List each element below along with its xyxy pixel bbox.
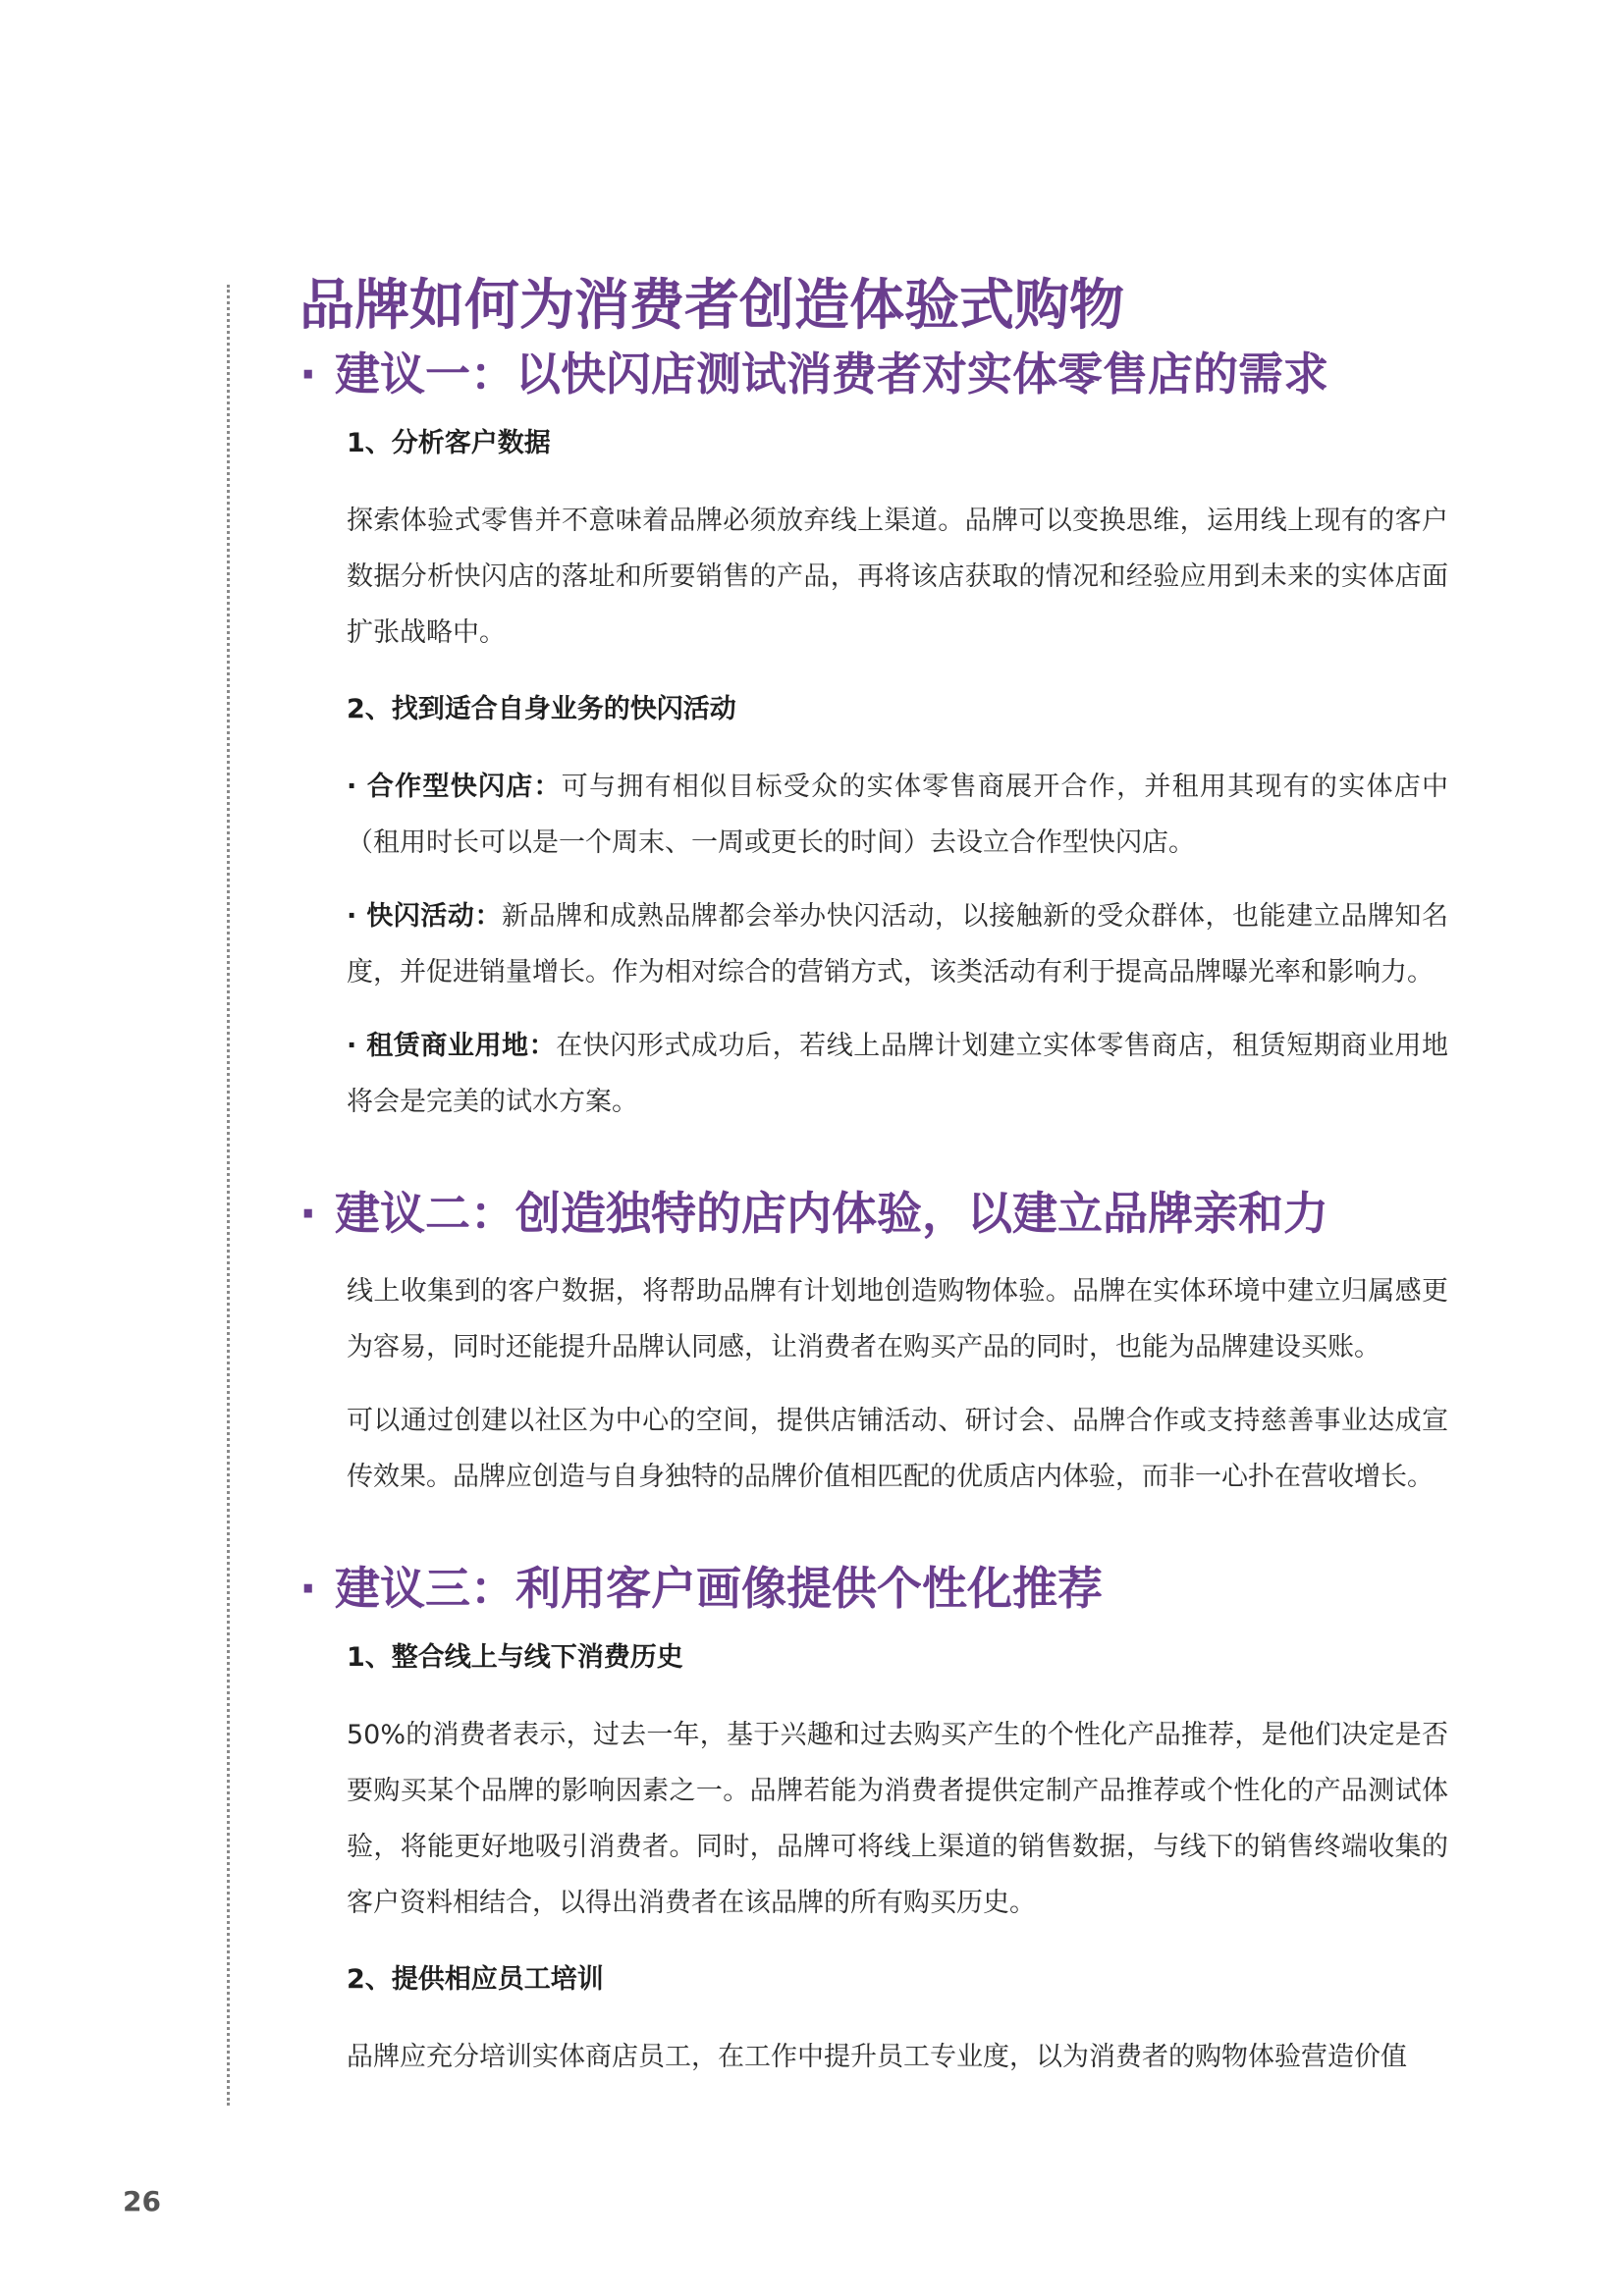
section-bullet: · (299, 1562, 317, 1615)
sub-heading: 1、分析客户数据 (347, 428, 551, 458)
dotted-margin-rule (227, 285, 230, 2106)
list-item-lead: · 合作型快闪店： (347, 772, 562, 802)
paragraph: 线上收集到的客户数据，将帮助品牌有计划地创造购物体验。品牌在实体环境中建立归属感更为容易，同时还能提升品牌认同感，让消费者在购买产品的同时，也能为品牌建设买账。 (347, 1276, 1448, 1362)
list-item-text: 可与拥有相似目标受众的实体零售商展开合作，并租用其现有的实体店中（租用时长可以是一个周末、一周或更长的时间）去设立合作型快闪店。 (347, 772, 1448, 858)
paragraph: 探索体验式零售并不意味着品牌必须放弃线上渠道。品牌可以变换思维，运用线上现有的客户数据分析快闪店的落址和所要销售的产品，再将该店获取的情况和经验应用到未来的实体店面扩张战略中。 (347, 506, 1448, 648)
list-item-text: 在快闪形式成功后，若线上品牌计划建立实体零售商店，租赁短期商业用地将会是完美的试水方案。 (347, 1031, 1448, 1117)
list-item (299, 1018, 1448, 1130)
section-heading-text: 建议二：创造独特的店内体验，以建立品牌亲和力 (335, 1187, 1328, 1240)
sub-heading: 2、找到适合自身业务的快闪活动 (347, 694, 736, 724)
section-heading-1 (299, 342, 1448, 406)
list-item-lead: · 租赁商业用地： (347, 1031, 557, 1061)
paragraph: 可以通过创建以社区为中心的空间，提供店铺活动、研讨会、品牌合作或支持慈善事业达成宣传效果。品牌应创造与自身独特的品牌价值相匹配的优质店内体验，而非一心扑在营收增长。 (347, 1406, 1448, 1492)
list-item (299, 759, 1448, 871)
section-bullet: · (299, 1187, 317, 1240)
list-item-text: 新品牌和成熟品牌都会举办快闪活动，以接触新的受众群体，也能建立品牌知名度，并促进销量增长。作为相对综合的营销方式，该类活动有利于提高品牌曝光率和影响力。 (347, 901, 1448, 988)
page-title: 品牌如何为消费者创造体验式购物 (299, 274, 1124, 338)
sub-heading: 2、提供相应员工培训 (347, 1964, 604, 1995)
paragraph: 品牌应充分培训实体商店员工，在工作中提升员工专业度，以为消费者的购物体验营造价值 (347, 2042, 1407, 2072)
section-heading-text: 建议一：以快闪店测试消费者对实体零售店的需求 (335, 347, 1328, 400)
page-content (299, 267, 1448, 2085)
list-item (299, 888, 1448, 1000)
section-heading-2 (299, 1181, 1448, 1246)
section-heading-text: 建议三：利用客户画像提供个性化推荐 (335, 1562, 1103, 1615)
page-number: 26 (123, 2185, 161, 2217)
section-bullet: · (299, 347, 317, 400)
paragraph: 50%的消费者表示，过去一年，基于兴趣和过去购买产生的个性化产品推荐，是他们决定是否要购买某个品牌的影响因素之一。品牌若能为消费者提供定制产品推荐或个性化的产品测试体验，将能更好地吸引消费者。同时，品牌可将线上渠道的销售数据，与线下的销售终端收集的客户资料相结合，以得出消费者在该品牌的所有购买历史。 (347, 1720, 1448, 1918)
sub-heading: 1、整合线上与线下消费历史 (347, 1642, 683, 1673)
list-item-lead: · 快闪活动： (347, 901, 503, 932)
section-heading-3 (299, 1556, 1448, 1621)
